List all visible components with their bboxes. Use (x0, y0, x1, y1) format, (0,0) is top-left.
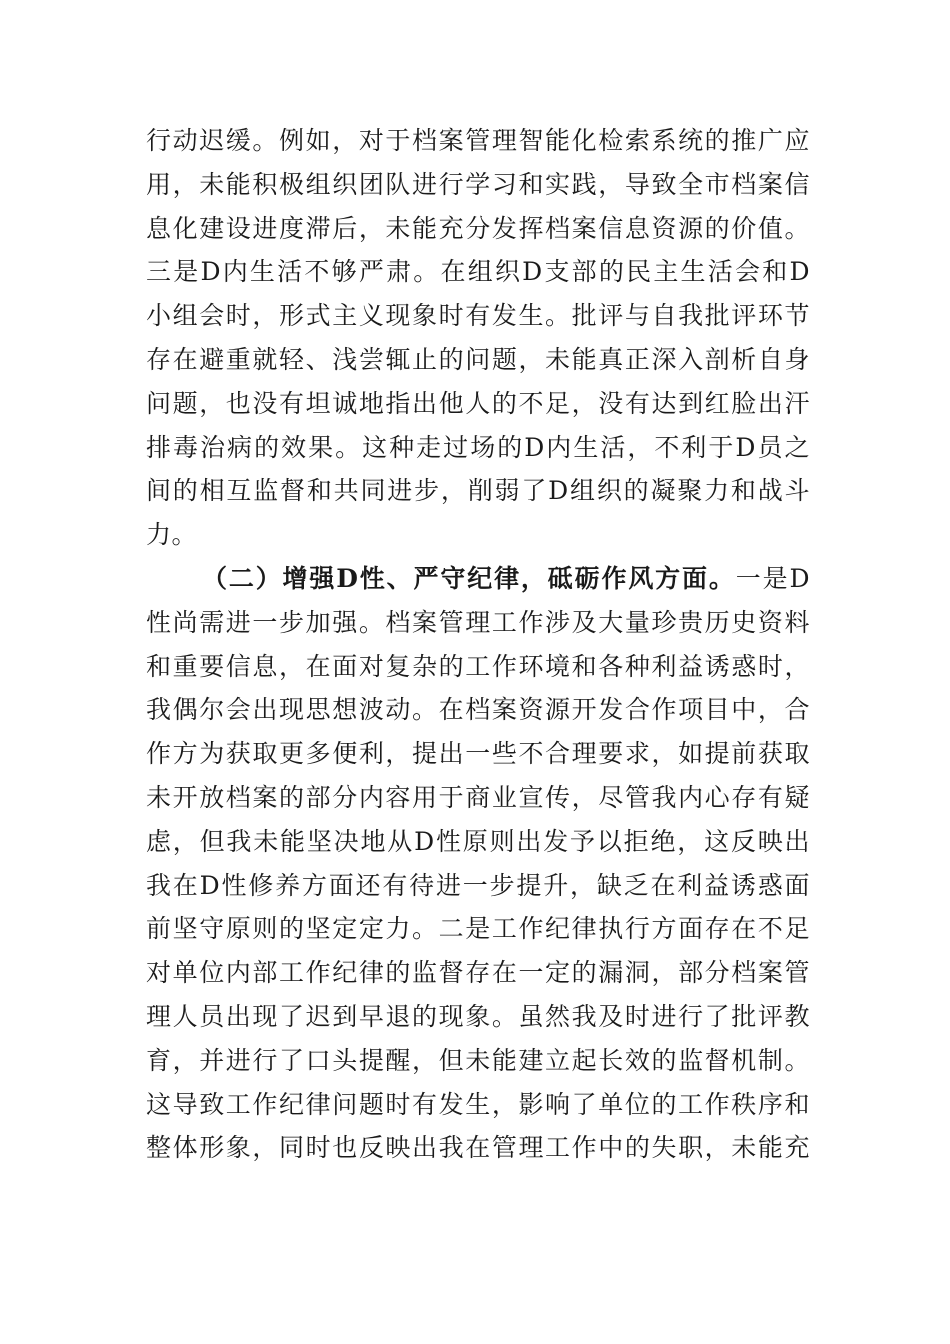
text-line: 排毒治病的效果。这种走过场的D内生活，不利于D员之 (146, 432, 810, 462)
text-line: 前坚守原则的坚定定力。二是工作纪律执行方面存在不足 (146, 914, 810, 944)
text-line: 小组会时，形式主义现象时有发生。批评与自我批评环节 (146, 301, 810, 331)
text-line: 力。 (146, 520, 198, 550)
text-line: 问题，也没有坦诚地指出他人的不足，没有达到红脸出汗 (146, 388, 810, 418)
text-line: 用，未能积极组织团队进行学习和实践，导致全市档案信 (146, 169, 810, 199)
body-text (146, 119, 810, 1170)
text-line: 理人员出现了迟到早退的现象。虽然我及时进行了批评教 (146, 1001, 810, 1031)
text-line: 我偶尔会出现思想波动。在档案资源开发合作项目中，合 (146, 695, 810, 725)
section-heading-tail: 一是D (735, 563, 811, 593)
text-line: 息化建设进度滞后，未能充分发挥档案信息资源的价值。 (146, 213, 810, 243)
text-line: 虑，但我未能坚决地从D性原则出发予以拒绝，这反映出 (146, 826, 810, 856)
text-line: 我在D性修养方面还有待进一步提升，缺乏在利益诱惑面 (146, 870, 810, 900)
text-line: 间的相互监督和共同进步，削弱了D组织的凝聚力和战斗 (146, 476, 810, 506)
text-line: 三是D内生活不够严肃。在组织D支部的民主生活会和D (146, 257, 810, 287)
text-line: 性尚需进一步加强。档案管理工作涉及大量珍贵历史资料 (146, 607, 810, 637)
text-line: 对单位内部工作纪律的监督存在一定的漏洞，部分档案管 (146, 958, 810, 988)
text-line: 和重要信息，在面对复杂的工作环境和各种利益诱惑时， (146, 651, 810, 681)
text-line: 存在避重就轻、浅尝辄止的问题，未能真正深入剖析自身 (146, 344, 810, 374)
text-line: 这导致工作纪律问题时有发生，影响了单位的工作秩序和 (146, 1089, 810, 1119)
text-line: 未开放档案的部分内容用于商业宣传，尽管我内心存有疑 (146, 782, 810, 812)
text-line: 行动迟缓。例如，对于档案管理智能化检索系统的推广应 (146, 126, 810, 155)
section-heading: （二）增强D性、严守纪律，砥砺作风方面。 (202, 563, 736, 593)
text-line: 作方为获取更多便利，提出一些不合理要求，如提前获取 (146, 739, 810, 769)
text-line: 育，并进行了口头提醒，但未能建立起长效的监督机制。 (146, 1045, 810, 1075)
text-line: 整体形象，同时也反映出我在管理工作中的失职，未能充 (146, 1133, 810, 1163)
section-heading-line (146, 557, 810, 601)
